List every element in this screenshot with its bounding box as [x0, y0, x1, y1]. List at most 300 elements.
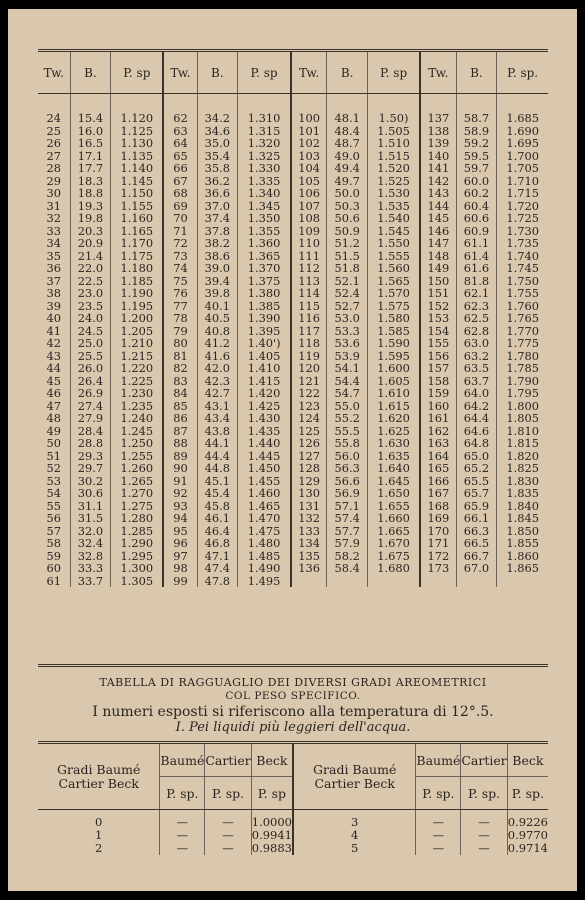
table-cell: 1.310 — [238, 94, 291, 125]
table-cell: 63.2 — [456, 350, 497, 363]
table-cell: 106 — [291, 187, 327, 200]
table-cell: 143 — [420, 187, 456, 200]
table-cell: 1.570 — [368, 287, 421, 300]
table-cell: — — [461, 842, 507, 855]
table-cell: 62.5 — [456, 312, 497, 325]
column-header: B. — [456, 51, 497, 94]
table-cell: 43.4 — [197, 412, 238, 425]
table-row — [38, 575, 548, 588]
table-cell: 29 — [46, 173, 62, 188]
table-row — [38, 387, 548, 400]
table-cell: 63.7 — [456, 375, 497, 388]
table-cell: 41.6 — [197, 350, 238, 363]
table-cell — [456, 575, 497, 588]
table-cell: 16.0 — [70, 125, 111, 138]
table-cell: 140 — [420, 150, 456, 163]
table-cell: 169 — [420, 512, 456, 525]
table-row — [38, 562, 548, 575]
table-cell: 1.350 — [238, 212, 291, 225]
header-cartier: Cartier — [461, 743, 507, 777]
table-cell: 1.165 — [111, 225, 164, 238]
table-cell: 1.670 — [368, 537, 421, 550]
table-cell: 138 — [420, 125, 456, 138]
table-cell: 89 — [163, 450, 197, 463]
table-cell: 1.625 — [368, 425, 421, 438]
table-cell: 1.775 — [497, 337, 548, 350]
table-cell: 1.465 — [238, 500, 291, 513]
table-cell: 164 — [420, 450, 456, 463]
column-header: P. sp. — [497, 51, 548, 94]
table-cell: 41 — [46, 323, 62, 338]
table-cell: 55 — [46, 498, 62, 513]
table-cell: 50.0 — [327, 187, 368, 200]
table-cell: 156 — [420, 350, 456, 363]
table-cell: 1.700 — [497, 150, 548, 163]
table-cell: 55.2 — [327, 412, 368, 425]
table-cell: 46 — [46, 386, 62, 400]
table-cell: 52.4 — [327, 287, 368, 300]
table-cell: 87 — [163, 425, 197, 438]
table-cell: 40 — [46, 311, 62, 325]
table-cell: 1.800 — [497, 400, 548, 413]
table-cell: 58 — [46, 536, 62, 550]
table-cell: 42.3 — [197, 375, 238, 388]
table-cell: 77 — [163, 300, 197, 313]
table-row — [38, 287, 548, 300]
table-cell: 1.810 — [497, 425, 548, 438]
table-cell: 47.4 — [197, 562, 238, 575]
table-cell: 26.4 — [70, 375, 111, 388]
table-cell: 1.630 — [368, 437, 421, 450]
table-cell: 1.280 — [111, 512, 164, 525]
table-cell: 1.710 — [497, 175, 548, 188]
table-cell: 57.4 — [327, 512, 368, 525]
table-cell: 28 — [46, 161, 62, 175]
table-cell: 56 — [46, 511, 62, 525]
table-cell: 1.620 — [368, 412, 421, 425]
table-cell: 1.820 — [497, 450, 548, 463]
table-cell: 145 — [420, 212, 456, 225]
table-cell: 66 — [163, 162, 197, 175]
table-cell: 37.4 — [197, 212, 238, 225]
table-cell: 70 — [163, 212, 197, 225]
table-cell: 96 — [163, 537, 197, 550]
table-cell: 32.8 — [70, 550, 111, 563]
table-cell: 1.515 — [368, 150, 421, 163]
table-cell: 1.860 — [497, 550, 548, 563]
table-cell: 35.4 — [197, 150, 238, 163]
table-cell: 152 — [420, 300, 456, 313]
table-cell: 1.475 — [238, 525, 291, 538]
table-cell: 101 — [291, 125, 327, 138]
table-cell: 126 — [291, 437, 327, 450]
table-cell: 22.5 — [70, 275, 111, 288]
table-cell: — — [205, 829, 251, 842]
table-cell: 62 — [163, 94, 197, 125]
table-cell: 68 — [163, 187, 197, 200]
table-cell: 53.0 — [327, 312, 368, 325]
table-cell: 79 — [163, 325, 197, 338]
table-cell: 1.770 — [497, 325, 548, 338]
table-cell: 35.0 — [197, 137, 238, 150]
table-cell: 94 — [163, 512, 197, 525]
table-cell: 37.0 — [197, 200, 238, 213]
table-cell: 105 — [291, 175, 327, 188]
table-cell: 18.8 — [70, 187, 111, 200]
table-cell: 26.9 — [70, 387, 111, 400]
table-cell: 1.160 — [111, 212, 164, 225]
table-cell: 62.3 — [456, 300, 497, 313]
table-cell: 29.7 — [70, 462, 111, 475]
table-cell: 46.1 — [197, 512, 238, 525]
header-baume: Baumé — [160, 743, 205, 777]
table-cell: 56.3 — [327, 462, 368, 475]
table-cell: 41.2 — [197, 337, 238, 350]
table-cell: 1.250 — [111, 437, 164, 450]
book-page — [8, 9, 577, 891]
table-cell: 1.195 — [111, 300, 164, 313]
table-cell: 155 — [420, 337, 456, 350]
table-cell: — — [160, 842, 205, 855]
table-cell: 1.805 — [497, 412, 548, 425]
table-row — [38, 362, 548, 375]
table-cell: 61.1 — [456, 237, 497, 250]
table-cell: 1.780 — [497, 350, 548, 363]
table-cell: 1.580 — [368, 312, 421, 325]
table-cell: 1.155 — [111, 200, 164, 213]
table-cell: 44.4 — [197, 450, 238, 463]
table-cell: 1.255 — [111, 450, 164, 463]
table-cell: 170 — [420, 525, 456, 538]
column-header: B. — [197, 51, 238, 94]
table-cell: 141 — [420, 162, 456, 175]
table-cell: 32.0 — [70, 525, 111, 538]
table-cell: 36.2 — [197, 175, 238, 188]
table-cell: 172 — [420, 550, 456, 563]
table-cell: 44.1 — [197, 437, 238, 450]
table-cell: 83 — [163, 375, 197, 388]
table-cell: 1.425 — [238, 400, 291, 413]
table-cell: 1.645 — [368, 475, 421, 488]
table-cell: 30 — [46, 186, 62, 200]
table-cell: 102 — [291, 137, 327, 150]
table-cell: 40.1 — [197, 300, 238, 313]
table-cell: 33.7 — [70, 575, 111, 588]
table-cell: 165 — [420, 462, 456, 475]
table-cell: 50.9 — [327, 225, 368, 238]
table-cell: 1.685 — [497, 94, 548, 125]
table-cell: 118 — [291, 337, 327, 350]
table-cell: 110 — [291, 237, 327, 250]
table-cell: 149 — [420, 262, 456, 275]
table-cell: 114 — [291, 287, 327, 300]
table-row — [38, 462, 548, 475]
table-cell: 45.4 — [197, 487, 238, 500]
table-cell: 69 — [163, 200, 197, 213]
table-cell: 60.2 — [456, 187, 497, 200]
table-title: TABELLA DI RAGGUAGLIO DEI DIVERSI GRADI AREOMETRICI — [99, 676, 487, 689]
table-cell: 48 — [46, 411, 62, 425]
table-cell: 53.9 — [327, 350, 368, 363]
table-cell: 1.605 — [368, 375, 421, 388]
table-row — [38, 412, 548, 425]
table-cell: 153 — [420, 312, 456, 325]
table-cell: 1.600 — [368, 362, 421, 375]
table-cell: 162 — [420, 425, 456, 438]
table-cell: 171 — [420, 537, 456, 550]
table-cell: 60 — [46, 561, 62, 575]
column-header: P. sp — [368, 51, 421, 94]
table-cell: 42.0 — [197, 362, 238, 375]
table-cell: 45.8 — [197, 500, 238, 513]
table-cell: 58.9 — [456, 125, 497, 138]
table-cell: 67 — [163, 175, 197, 188]
table-cell: 1.140 — [111, 162, 164, 175]
table-cell: 120 — [291, 362, 327, 375]
table-cell: 0.9941 — [251, 828, 292, 842]
table-cell: 122 — [291, 387, 327, 400]
table-cell: 1.375 — [238, 275, 291, 288]
table-cell: 39.8 — [197, 287, 238, 300]
table-cell: 135 — [291, 550, 327, 563]
table-cell: 1.550 — [368, 237, 421, 250]
table-cell: 90 — [163, 462, 197, 475]
table-cell: 168 — [420, 500, 456, 513]
table-cell: 67.0 — [456, 562, 497, 575]
table-cell: — — [416, 810, 461, 830]
table-cell: 1.835 — [497, 487, 548, 500]
table-cell: 1.450 — [238, 462, 291, 475]
table-cell: 40.5 — [197, 312, 238, 325]
table-cell: 49.0 — [327, 150, 368, 163]
table-cell — [291, 575, 327, 588]
table-cell: 65.5 — [456, 475, 497, 488]
section-heading: I. Pei liquidi più leggieri dell'acqua. — [175, 720, 411, 735]
table-cell: 53 — [46, 473, 62, 488]
table-cell: 1.285 — [111, 525, 164, 538]
table-cell: 21.4 — [70, 250, 111, 263]
table-cell: 20.3 — [70, 225, 111, 238]
table-cell: 150 — [420, 275, 456, 288]
table-cell: 31 — [46, 198, 62, 213]
header-psp: P. sp. — [160, 777, 205, 810]
table-cell: 1.490 — [238, 562, 291, 575]
table-cell: 128 — [291, 462, 327, 475]
table-cell: 1.825 — [497, 462, 548, 475]
table-cell: 112 — [291, 262, 327, 275]
table-cell: 22.0 — [70, 262, 111, 275]
table-cell: 80 — [163, 337, 197, 350]
table-cell: — — [205, 842, 251, 855]
table-cell: 1.335 — [238, 175, 291, 188]
section-divider — [38, 664, 548, 667]
table-cell: 84 — [163, 387, 197, 400]
header-psp: P. sp. — [205, 777, 251, 810]
table-row — [38, 262, 548, 275]
table-cell: 1.385 — [238, 300, 291, 313]
table-cell: 1.265 — [111, 475, 164, 488]
table-cell: 1.575 — [368, 300, 421, 313]
table-cell: 46.4 — [197, 525, 238, 538]
table-row — [38, 537, 548, 550]
column-header: Tw. — [38, 51, 70, 94]
table-cell: 64 — [163, 137, 197, 150]
table-cell: 1.270 — [111, 487, 164, 500]
table-cell: 1.360 — [238, 237, 291, 250]
table-cell: 27.4 — [70, 400, 111, 413]
table-cell: 1.660 — [368, 512, 421, 525]
table-cell: 47 — [46, 398, 62, 413]
table-cell: 88 — [163, 437, 197, 450]
table-cell: 35.8 — [197, 162, 238, 175]
table-cell: 56.0 — [327, 450, 368, 463]
table-cell: 71 — [163, 225, 197, 238]
table-cell: 131 — [291, 500, 327, 513]
table-cell: 1.430 — [238, 412, 291, 425]
table-cell: 60.0 — [456, 175, 497, 188]
table-cell: 136 — [291, 562, 327, 575]
table-cell: 1.610 — [368, 387, 421, 400]
header-cartier: Cartier — [205, 743, 251, 777]
column-header: P. sp — [238, 51, 291, 94]
table-cell: 1.505 — [368, 125, 421, 138]
table-cell: 1.445 — [238, 450, 291, 463]
table-cell: 1.395 — [238, 325, 291, 338]
table-row — [38, 487, 548, 500]
table-cell: 65.2 — [456, 462, 497, 475]
table-cell: 47.8 — [197, 575, 238, 588]
table-cell: 97 — [163, 550, 197, 563]
table-cell: 23.5 — [70, 300, 111, 313]
table-cell: 51.8 — [327, 262, 368, 275]
table-cell: 1.495 — [238, 575, 291, 588]
table-cell: 1.345 — [238, 200, 291, 213]
table-cell: 36 — [46, 261, 62, 275]
table-cell: 139 — [420, 137, 456, 150]
table-cell: 28.4 — [70, 425, 111, 438]
table-cell: 1.730 — [497, 225, 548, 238]
table-cell: 1.765 — [497, 312, 548, 325]
table-cell: 30.6 — [70, 487, 111, 500]
table-cell: 51.5 — [327, 250, 368, 263]
table-cell: 1.745 — [497, 262, 548, 275]
table-cell: 57 — [46, 523, 62, 538]
temperature-note: I numeri esposti si riferiscono alla temperatura di 12°.5. — [92, 704, 494, 720]
table-cell: 4 — [293, 829, 416, 842]
table-cell: 1.235 — [111, 400, 164, 413]
table-cell: 24.5 — [70, 325, 111, 338]
table-cell: 66.5 — [456, 537, 497, 550]
table-cell: 163 — [420, 437, 456, 450]
table-cell: 50.3 — [327, 200, 368, 213]
table-cell: 93 — [163, 500, 197, 513]
table-cell: 17.7 — [70, 162, 111, 175]
table-cell: 1.200 — [111, 312, 164, 325]
table-cell: 1.185 — [111, 275, 164, 288]
table-cell: 15.4 — [70, 94, 111, 125]
table-cell: 1.640 — [368, 462, 421, 475]
table-cell: 151 — [420, 287, 456, 300]
table-cell: 2 — [95, 841, 103, 855]
table-cell: 1.790 — [497, 375, 548, 388]
table-cell: — — [160, 810, 205, 830]
table-cell: 1.595 — [368, 350, 421, 363]
table-row — [38, 829, 548, 842]
table-cell: 154 — [420, 325, 456, 338]
table-cell: 1.125 — [111, 125, 164, 138]
table-cell: 51.2 — [327, 237, 368, 250]
table-cell: 55.0 — [327, 400, 368, 413]
table-cell: 1.440 — [238, 437, 291, 450]
table-cell: 46.8 — [197, 537, 238, 550]
table-cell: 56.6 — [327, 475, 368, 488]
table-cell: 43.8 — [197, 425, 238, 438]
table-cell: 52 — [46, 461, 62, 475]
header-psp: P. sp. — [461, 777, 507, 810]
table-cell: 40.8 — [197, 325, 238, 338]
table-cell: 1.370 — [238, 262, 291, 275]
table-cell: 72 — [163, 237, 197, 250]
table-cell: 17.1 — [70, 150, 111, 163]
table-cell: 1.675 — [368, 550, 421, 563]
table-cell: 57.1 — [327, 500, 368, 513]
column-header: B. — [327, 51, 368, 94]
table-cell: — — [461, 810, 507, 830]
table-cell: 1.40') — [238, 337, 291, 350]
header-beck: Beck — [507, 743, 548, 777]
table-cell: 123 — [291, 400, 327, 413]
table-cell: 1.865 — [497, 562, 548, 575]
table-cell: 75 — [163, 275, 197, 288]
table-cell: 32.4 — [70, 537, 111, 550]
table-cell: 1.340 — [238, 187, 291, 200]
table-cell: 119 — [291, 350, 327, 363]
table-cell: 1.705 — [497, 162, 548, 175]
table-cell: 147 — [420, 237, 456, 250]
table-cell: 49 — [46, 423, 62, 438]
table-cell: 125 — [291, 425, 327, 438]
header-gradi: Gradi Baumé Cartier Beck — [293, 743, 416, 810]
column-header: Tw. — [420, 51, 456, 94]
table-cell: 45 — [46, 373, 62, 388]
table-cell: 24 — [46, 111, 62, 125]
table-cell: 61 — [46, 573, 62, 588]
table-cell: 38 — [46, 286, 62, 300]
table-cell: 54 — [46, 486, 62, 500]
table-cell — [368, 575, 421, 588]
table-cell: 1.190 — [111, 287, 164, 300]
table-cell: 19.8 — [70, 212, 111, 225]
table-cell: 1.390 — [238, 312, 291, 325]
header-psp: P. sp — [251, 777, 293, 810]
table-cell: 1.565 — [368, 275, 421, 288]
table-cell: 124 — [291, 412, 327, 425]
table-cell: 1.380 — [238, 287, 291, 300]
table-cell: 20.9 — [70, 237, 111, 250]
table-cell: 1.615 — [368, 400, 421, 413]
table-cell: 64.0 — [456, 387, 497, 400]
table-cell: 42 — [46, 336, 62, 350]
table-cell: — — [205, 810, 251, 830]
table-cell: 54.4 — [327, 375, 368, 388]
table-cell: 86 — [163, 412, 197, 425]
table-cell: 116 — [291, 312, 327, 325]
table-cell: 66.3 — [456, 525, 497, 538]
table-cell: 161 — [420, 412, 456, 425]
table-cell: 1.715 — [497, 187, 548, 200]
table-cell: 38.2 — [197, 237, 238, 250]
table-cell: 130 — [291, 487, 327, 500]
